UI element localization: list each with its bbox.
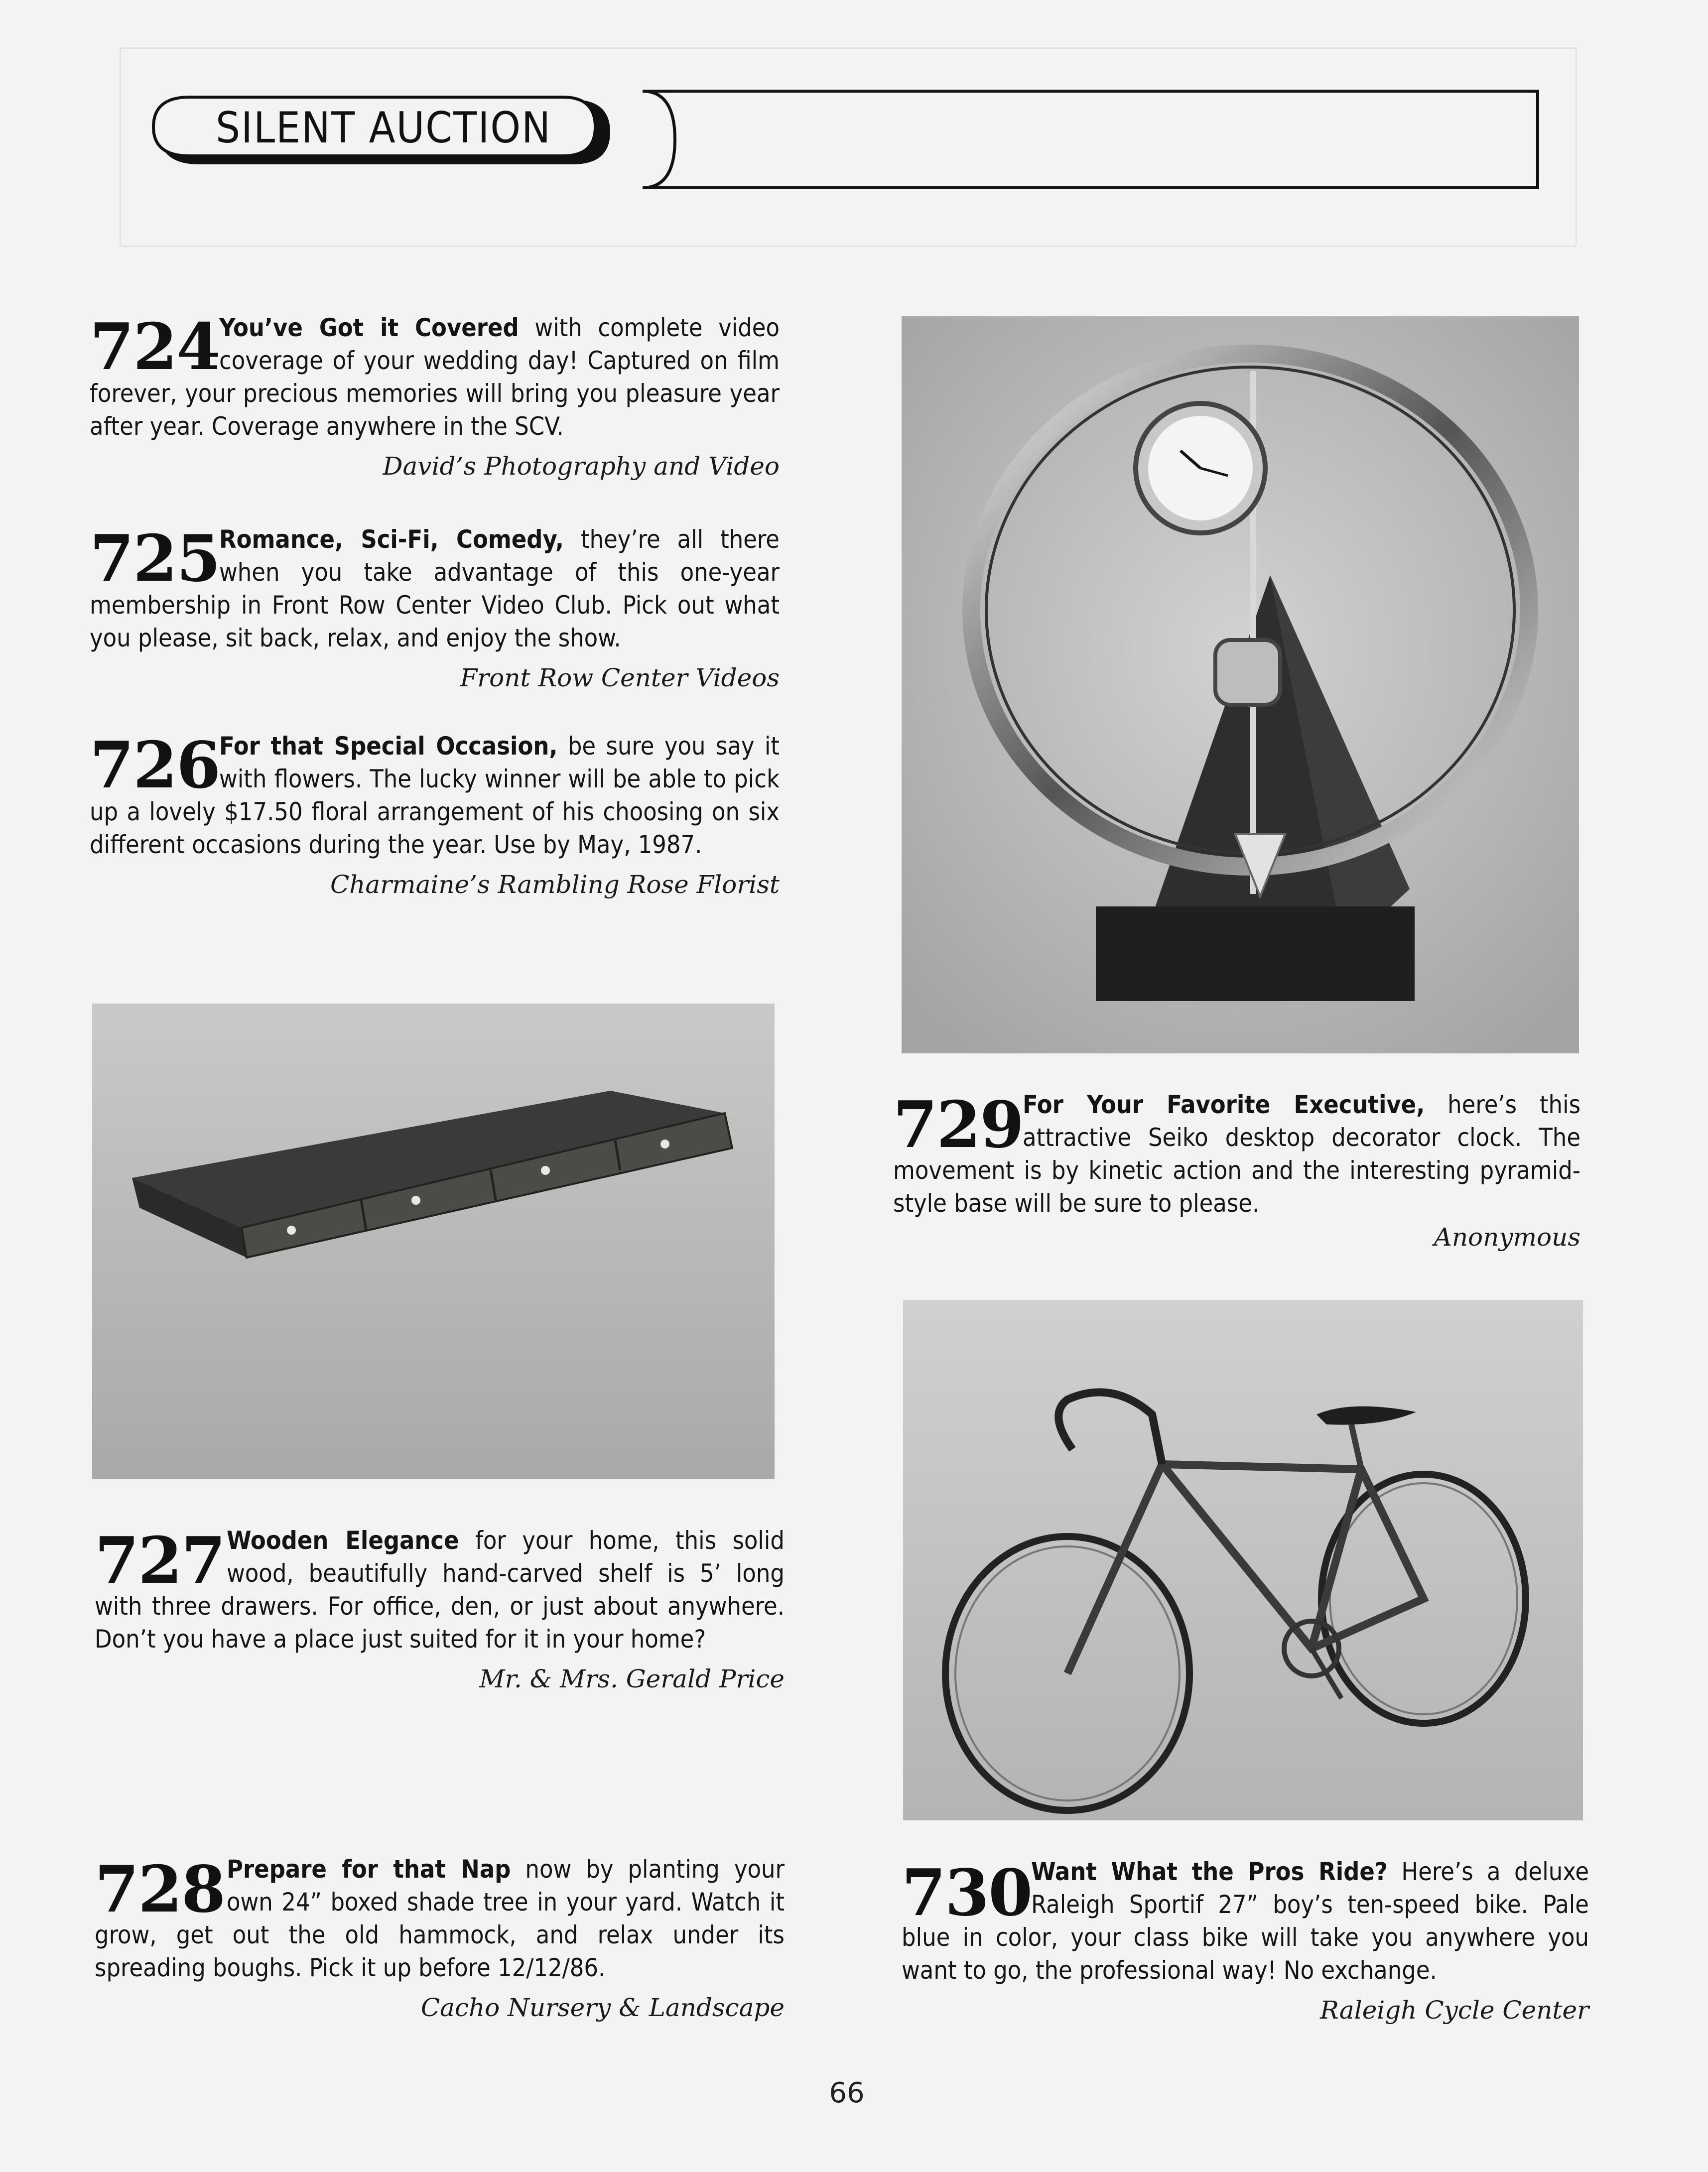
lot-text: Here’s a deluxe Raleigh Sportif 27” boy’s ten-speed bike. Pale blue in color, your class bike will take you anywhere you want to go, the professional way! No exchange. xyxy=(902,1857,1589,1985)
lot-headline: You’ve Got it Covered xyxy=(219,313,519,342)
lot-donor: Cacho Nursery & Landscape xyxy=(420,1993,785,2022)
lot-number: 727 xyxy=(95,1524,225,1598)
banner-title: SILENT AUCTION xyxy=(216,103,551,153)
lot-725 xyxy=(90,523,780,692)
banner-frame xyxy=(643,90,1539,189)
lot-728 xyxy=(95,1853,785,2022)
lot-donor: Charmaine’s Rambling Rose Florist xyxy=(330,870,780,899)
lot-donor: David’s Photography and Video xyxy=(383,452,780,481)
lot-number: 726 xyxy=(90,728,220,803)
lot-number: 729 xyxy=(893,1088,1024,1162)
lot-text: for your home, this solid wood, beautifully hand-carved shelf is 5’ long with three drawers. For office, den, or just about anywhere. Don’t you have a place just suited for it in your home? xyxy=(95,1526,785,1654)
lot-number: 728 xyxy=(95,1852,225,1927)
lot-headline: Wooden Elegance xyxy=(227,1526,459,1555)
lot-number: 730 xyxy=(902,1856,1032,1930)
lot-headline: For Your Favorite Executive, xyxy=(1023,1090,1425,1119)
lot-730 xyxy=(902,1855,1589,2025)
lot-headline: Want What the Pros Ride? xyxy=(1031,1857,1388,1886)
lot-text: now by planting your own 24” boxed shade tree in your yard. Watch it grow, get out the old hammock, and relax under its spreading boughs. Pick it up before 12/12/86. xyxy=(95,1855,785,1982)
lot-text: be sure you say it with flowers. The lucky winner will be able to pick up a lovely $17.50 floral arrangement of his choosing on six different occasions during the year. Use by May, 1987. xyxy=(90,732,780,859)
lot-headline: Prepare for that Nap xyxy=(227,1855,511,1884)
lot-number: 724 xyxy=(90,310,220,384)
lot-number: 725 xyxy=(90,521,220,596)
lot-headline: Romance, Sci-Fi, Comedy, xyxy=(219,525,564,554)
seiko-clock-photo xyxy=(902,316,1579,1053)
lot-donor: Mr. & Mrs. Gerald Price xyxy=(479,1664,785,1693)
lot-text: they’re all there when you take advantage of this one-year membership in Front Row Center Video Club. Pick out what you please, sit back, relax, and enjoy the show. xyxy=(90,525,780,652)
page-number: 66 xyxy=(829,2077,865,2109)
lot-donor: Raleigh Cycle Center xyxy=(1320,1996,1589,2025)
lot-headline: For that Special Occasion, xyxy=(219,732,558,761)
lot-donor: Anonymous xyxy=(1434,1223,1580,1252)
silent-auction-banner xyxy=(144,92,618,169)
lot-text: here’s this attractive Seiko desktop decorator clock. The movement is by kinetic action and the interesting pyramid-style base will be sure to please. xyxy=(893,1090,1581,1218)
lot-726 xyxy=(90,730,780,899)
lot-729 xyxy=(893,1088,1580,1252)
lot-donor: Front Row Center Videos xyxy=(460,663,780,692)
lot-727 xyxy=(95,1524,785,1693)
raleigh-bike-photo xyxy=(903,1300,1583,1820)
wooden-shelf-photo xyxy=(92,1004,775,1479)
lot-724 xyxy=(90,311,780,481)
lot-text: with complete video coverage of your wedding day! Captured on film forever, your precious memories will bring you pleasure year after year. Coverage anywhere in the SCV. xyxy=(90,313,780,441)
